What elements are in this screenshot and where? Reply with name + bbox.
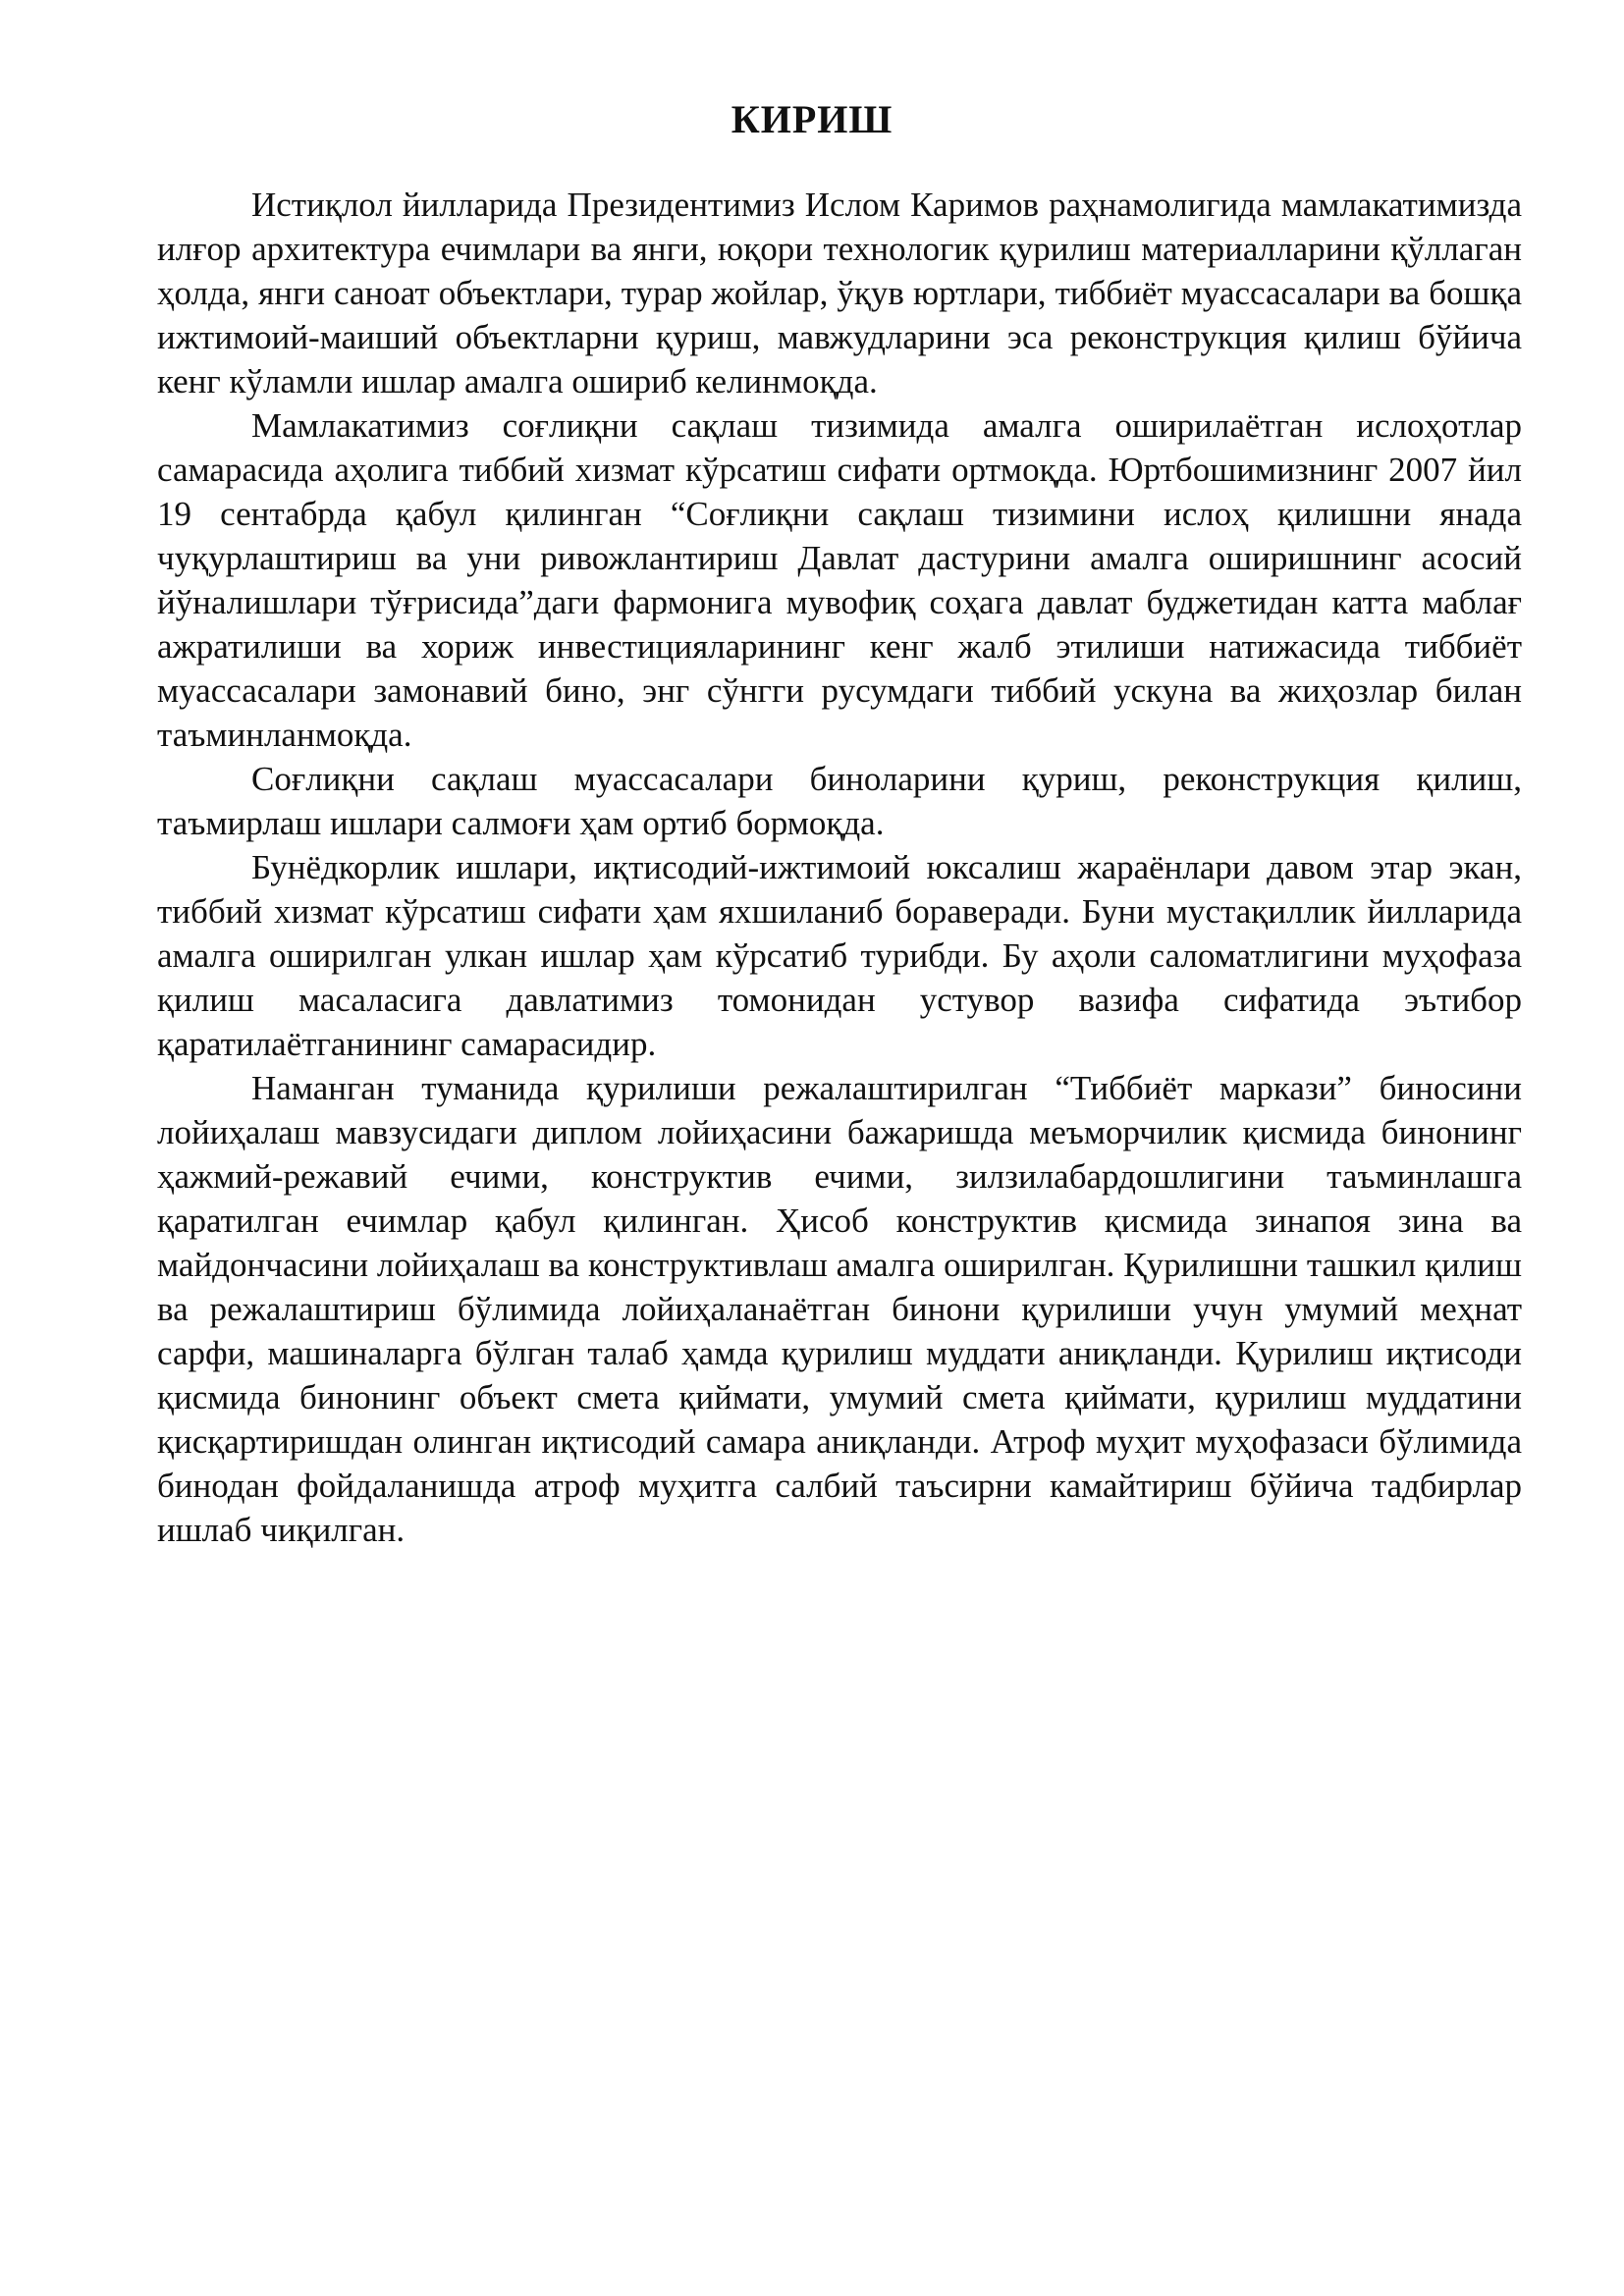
- page-title: КИРИШ: [731, 97, 893, 141]
- paragraph-2: Мамлакатимиз соғлиқни сақлаш тизимида амалга оширилаётган ислоҳотлар самарасида аҳолига тиббий хизмат кўрсатиш сифати ортмоқда. Юртбошимизнинг 2007 йил 19 сентабрда қабул қилинган “Соғлиқни сақлаш тизимини ислоҳ қилишни янада чуқурлаштириш ва уни ривожлантириш Давлат дастурини амалга оширишнинг асосий йўналишлари тўғрисида”даги фармонига мувофиқ соҳага давлат буджетидан катта маблағ ажратилиши ва хориж инвестицияларининг кенг жалб этилиши натижасида тиббиёт муассасалари замонавий бино, энг сўнгги русумдаги тиббий ускуна ва жиҳозлар билан таъминланмоқда.: [157, 406, 1522, 754]
- paragraph-4: Бунёдкорлик ишлари, иқтисодий-ижтимоий юксалиш жараёнлари давом этар экан, тиббий хизмат кўрсатиш сифати ҳам яхшиланиб бораверади. Буни мустақиллик йилларида амалга оширилган улкан ишлар ҳам кўрсатиб турибди. Бу аҳоли саломатлигини муҳофаза қилиш масаласига давлатимиз томонидан устувор вазифа сифатида эътибор қаратилаётганининг самарасидир.: [157, 848, 1522, 1063]
- paragraph-1: Истиқлол йилларида Президентимиз Ислом Каримов раҳнамолигида мамлакатимизда илғор архитектура ечимлари ва янги, юқори технологик қурилиш материалларини қўллаган ҳолда, янги саноат объектлари, турар жойлар, ўқув юртлари, тиббиёт муассасалари ва бошқа ижтимоий-маиший объектларни қуриш, мавжудларини эса реконструкция қилиш бўйича кенг кўламли ишлар амалга ошириб келинмоқда.: [157, 186, 1522, 400]
- paragraph-5: Наманган туманида қурилиши режалаштирилган “Тиббиёт маркази” биносини лойиҳалаш мавзусидаги диплом лойиҳасини бажаришда меъморчилик қисмида бинонинг ҳажмий-режавий ечими, конструктив ечими, зилзилабардошлигини таъминлашга қаратилган ечимлар қабул қилинган. Ҳисоб конструктив қисмида зинапоя зина ва майдончасини лойиҳалаш ва конструктивлаш амалга оширилган. Қурилишни ташкил қилиш ва режалаштириш бўлимида лойиҳаланаётган бинони қурилиши учун умумий меҳнат сарфи, машиналарга бўлган талаб ҳамда қурилиш муддати аниқланди. Қурилиш иқтисоди қисмида бинонинг объект смета қиймати, умумий смета қиймати, қурилиш муддатини қисқартиришдан олинган иқтисодий самара аниқланди. Атроф муҳит муҳофазаси бўлимида бинодан фойдаланишда атроф муҳитга салбий таъсирни камайтириш бўйича тадбирлар ишлаб чиқилган.: [157, 1069, 1522, 1549]
- body-text: [157, 183, 1522, 1552]
- paragraph-3: Соғлиқни сақлаш муассасалари биноларини қуриш, реконструкция қилиш, таъмирлаш ишлари салмоғи ҳам ортиб бормоқда.: [157, 760, 1522, 842]
